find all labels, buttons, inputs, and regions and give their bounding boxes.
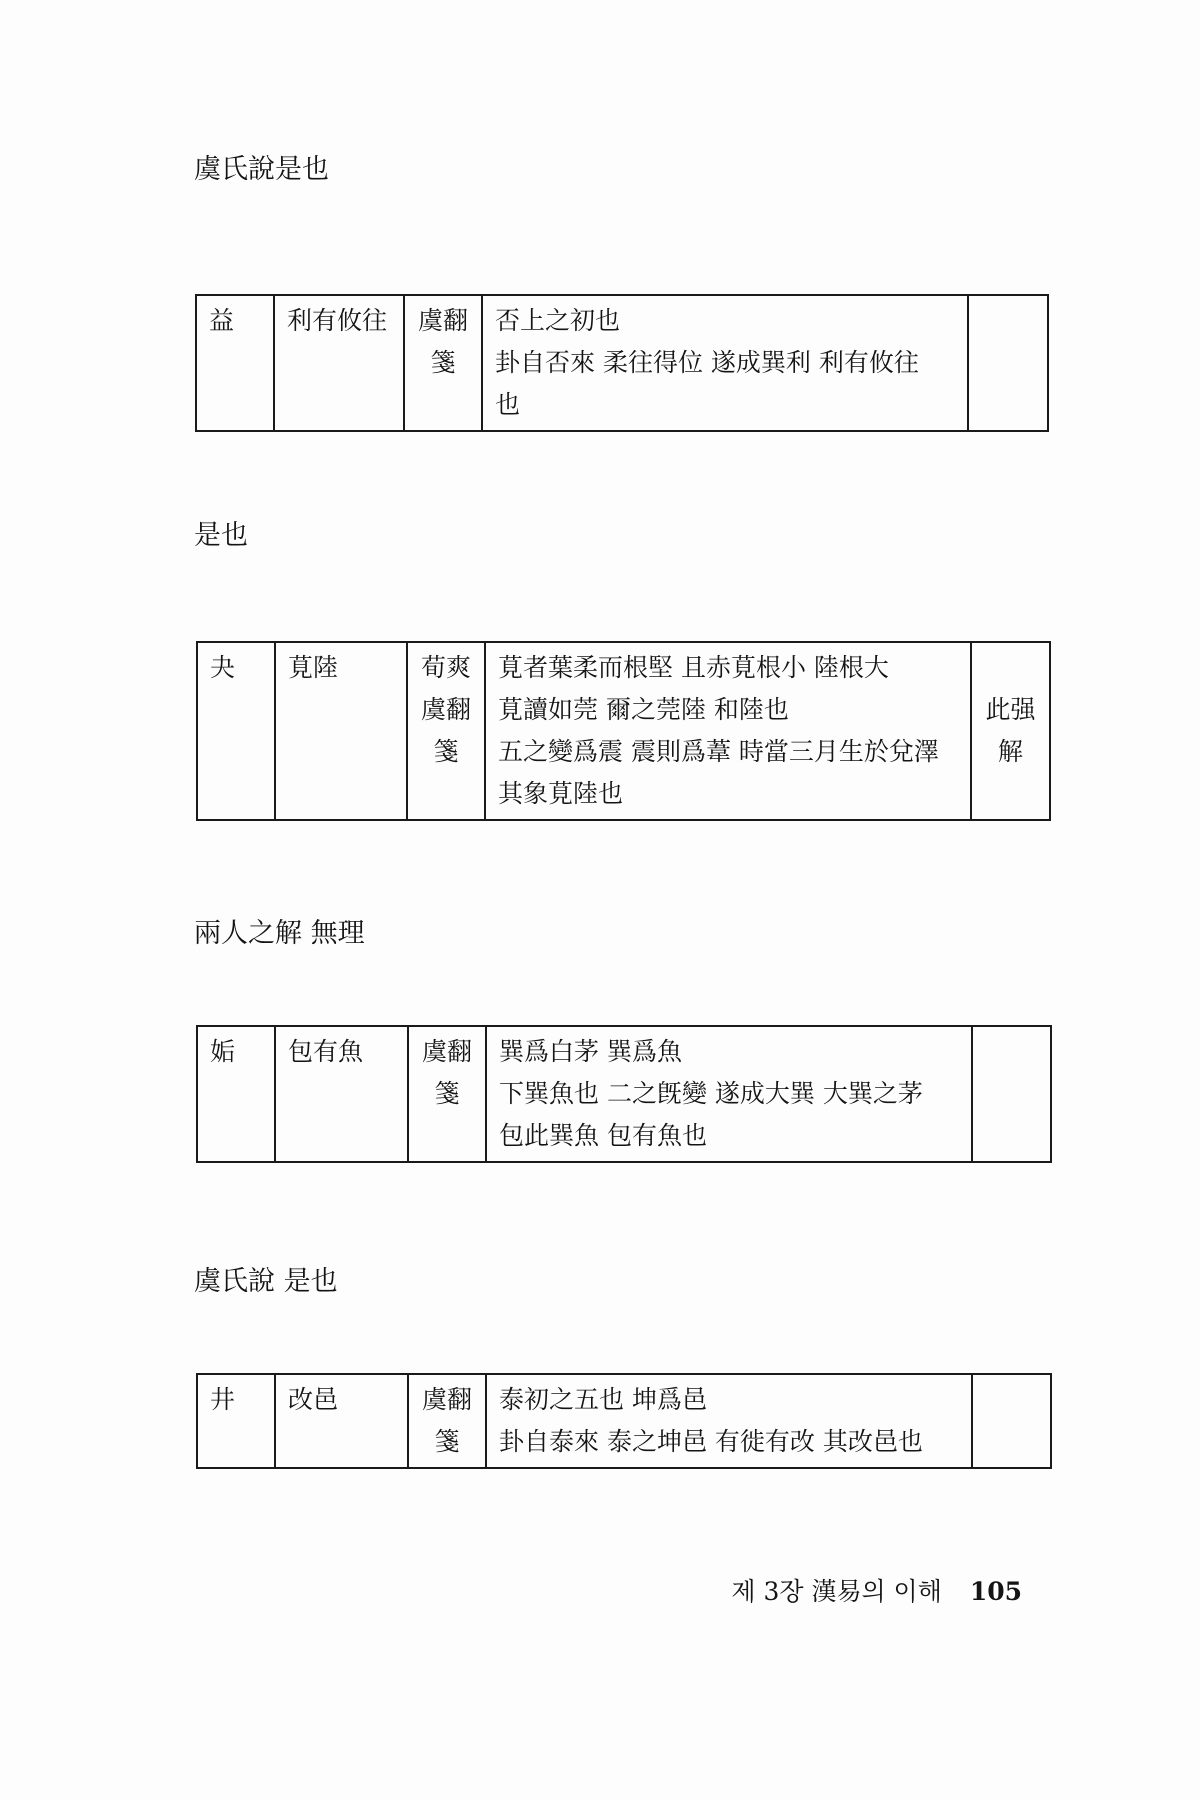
commentary-line: 泰初之五也 坤爲邑 <box>499 1385 707 1414</box>
source-cell <box>404 295 482 431</box>
running-head: 제 3장 漢易의 이해 <box>731 1577 942 1606</box>
table-row <box>197 642 1050 820</box>
source-line: 荀爽 <box>420 653 471 682</box>
source-line: 虞翻 <box>421 1037 472 1066</box>
page-number: 105 <box>969 1577 1022 1606</box>
commentary-line: 五之變爲震 震則爲葦 時當三月生於兌澤 <box>498 737 939 766</box>
commentary-line: 卦自泰來 泰之坤邑 有徙有改 其改邑也 <box>499 1427 923 1456</box>
note-text: 虞氏說 是也 <box>194 1266 338 1297</box>
source-line: 箋 <box>434 1427 460 1456</box>
table-row <box>196 295 1048 431</box>
source-line: 虞翻 <box>417 306 468 335</box>
commentary-line: 包此巽魚 包有魚也 <box>499 1121 707 1150</box>
entry-table-guai <box>196 641 1051 821</box>
phrase-cell: 利有攸往 <box>274 295 404 431</box>
entry-table-jing <box>196 1373 1052 1469</box>
commentary-line: 莧者葉柔而根堅 且赤莧根小 陸根大 <box>498 653 889 682</box>
commentary-line: 也 <box>495 390 521 419</box>
source-line: 箋 <box>434 1079 460 1108</box>
entry-table-yi <box>195 294 1049 432</box>
source-line: 虞翻 <box>421 1385 472 1414</box>
source-cell <box>408 1026 486 1162</box>
commentary-cell <box>486 1374 972 1468</box>
commentary-cell <box>486 1026 972 1162</box>
hexagram-cell: 井 <box>197 1374 275 1468</box>
comment-cell <box>972 1026 1051 1162</box>
commentary-line: 巽爲白茅 巽爲魚 <box>499 1037 682 1066</box>
comment-cell <box>972 1374 1051 1468</box>
commentary-line: 其象莧陸也 <box>498 779 624 808</box>
comment-line: 解 <box>997 737 1023 766</box>
commentary-line: 否上之初也 <box>495 306 621 335</box>
comment-cell <box>971 642 1050 820</box>
comment-cell <box>968 295 1048 431</box>
phrase-cell: 改邑 <box>275 1374 408 1468</box>
hexagram-cell: 益 <box>196 295 274 431</box>
commentary-line: 莧讀如莞 爾之莞陸 和陸也 <box>498 695 789 724</box>
hexagram-cell: 姤 <box>197 1026 275 1162</box>
table-row <box>197 1026 1051 1162</box>
entry-table-gou <box>196 1025 1052 1163</box>
source-line: 虞翻 <box>420 695 471 724</box>
note-text: 兩人之解 無理 <box>194 918 365 949</box>
commentary-line: 卦自否來 柔往得位 遂成巽利 利有攸往 <box>495 348 919 377</box>
commentary-line: 下巽魚也 二之旣變 遂成大巽 大巽之茅 <box>499 1079 923 1108</box>
note-text: 虞氏說是也 <box>194 154 329 185</box>
commentary-cell <box>482 295 968 431</box>
source-cell <box>408 1374 486 1468</box>
commentary-cell <box>485 642 971 820</box>
source-line: 箋 <box>430 348 456 377</box>
page-footer <box>731 1572 1022 1608</box>
comment-line: 此强 <box>985 695 1036 724</box>
table-row <box>197 1374 1051 1468</box>
phrase-cell: 包有魚 <box>275 1026 408 1162</box>
source-cell <box>407 642 485 820</box>
phrase-cell: 莧陸 <box>275 642 407 820</box>
note-text: 是也 <box>194 520 248 551</box>
hexagram-cell: 夬 <box>197 642 275 820</box>
source-line: 箋 <box>433 737 459 766</box>
